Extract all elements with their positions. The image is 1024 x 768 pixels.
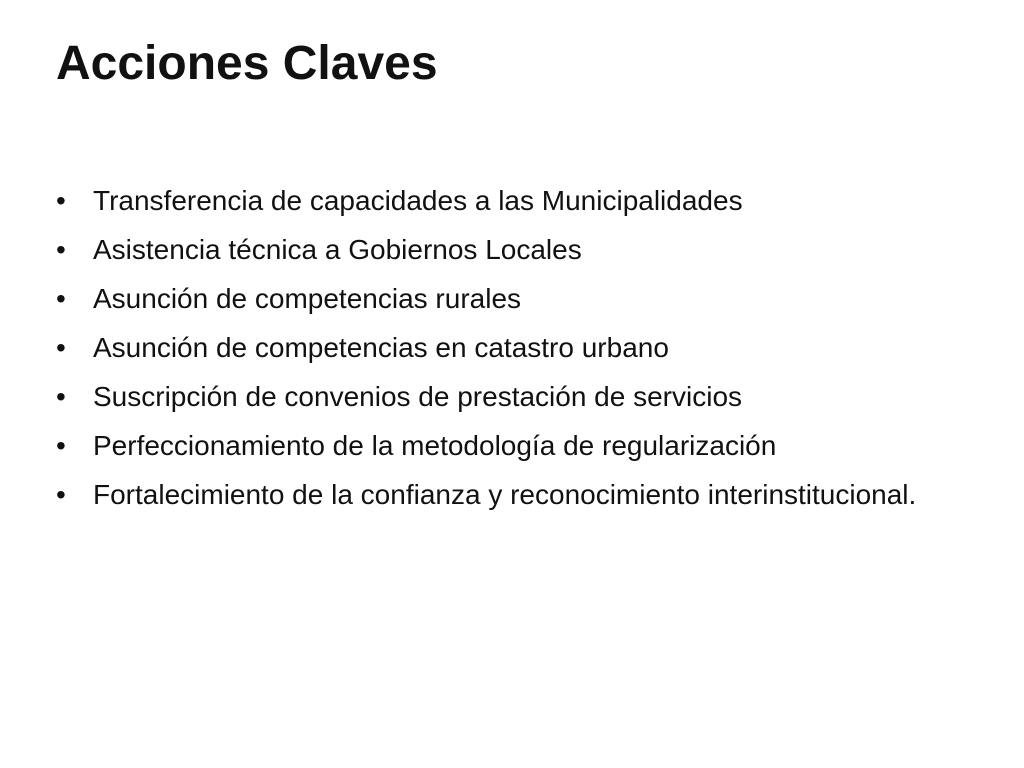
list-item [56,232,968,268]
bullet-icon: • [56,234,66,265]
list-item-text: Suscripción de convenios de prestación de servicios [93,381,743,412]
list-item-text: Fortalecimiento de la confianza y reconocimiento interinstitucional. [93,479,917,510]
bullet-icon: • [56,430,66,461]
slide-title: Acciones Claves [56,37,438,90]
key-actions-list [56,183,968,526]
list-item [56,183,968,219]
list-item-text: Asistencia técnica a Gobiernos Locales [93,234,582,265]
bullet-icon: • [56,185,66,216]
list-item [56,330,968,366]
list-item-text: Asunción de competencias en catastro urbano [93,332,669,363]
list-item [56,477,968,513]
list-item-text: Perfeccionamiento de la metodología de regularización [93,430,777,461]
list-item [56,379,968,415]
list-item-text: Asunción de competencias rurales [93,283,522,314]
bullet-icon: • [56,381,66,412]
bullet-icon: • [56,283,66,314]
bullet-icon: • [56,479,66,510]
list-item [56,428,968,464]
bullet-icon: • [56,332,66,363]
list-item-text: Transferencia de capacidades a las Municipalidades [93,185,743,216]
list-item [56,281,968,317]
